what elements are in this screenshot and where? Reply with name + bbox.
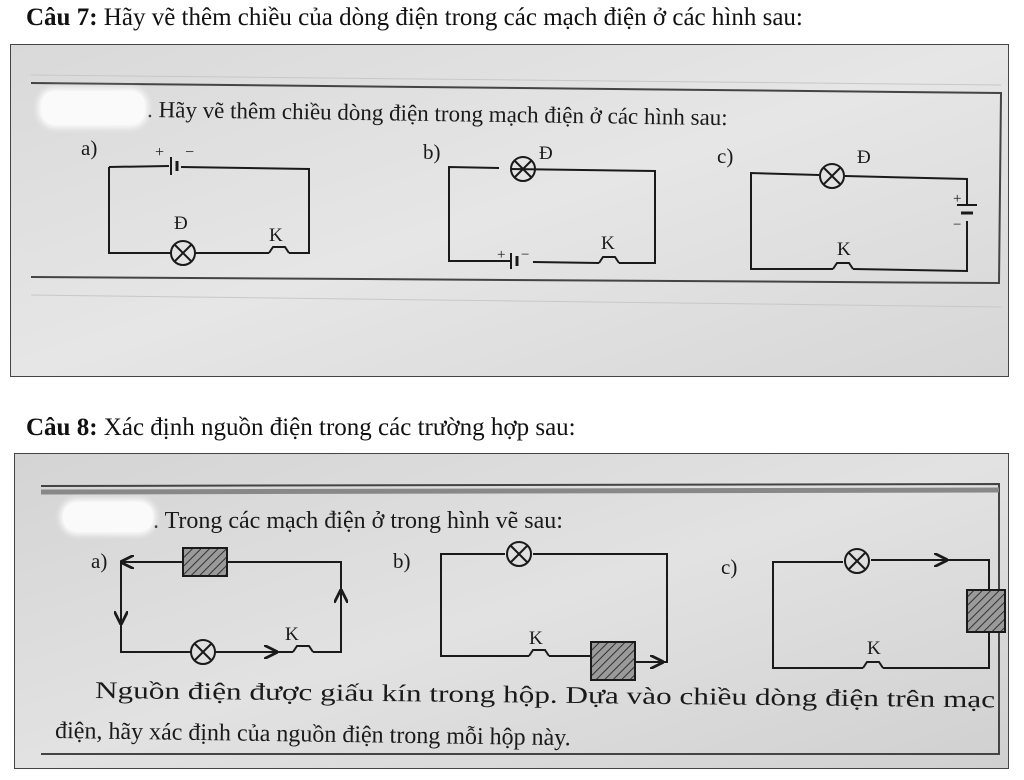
q7-photo-title: . Hãy vẽ thêm chiều dòng điện trong mạch điện ở các hình sau:	[146, 97, 728, 131]
question-8-photo-svg	[15, 454, 1008, 768]
question-7-text: Hãy vẽ thêm chiều của dòng điện trong các mạch điện ở các hình sau:	[97, 4, 803, 31]
q8-b-hidden-box	[591, 642, 635, 680]
question-7-photo-svg	[11, 45, 1008, 376]
q7-a-minus: −	[185, 144, 195, 161]
q8-label-c: c)	[721, 555, 738, 579]
question-8-label: Câu 8:	[26, 414, 98, 441]
q7-b-plus: +	[497, 247, 506, 263]
q8-a-switch-label: K	[285, 624, 299, 645]
q7-a-plus: +	[155, 144, 165, 161]
redaction-patch	[41, 91, 145, 125]
q7-c-minus: −	[953, 217, 962, 233]
paper-background	[11, 45, 1008, 376]
q8-caption-line2: điện, hãy xác định của nguồn điện trong mỗi hộp này.	[54, 718, 571, 752]
question-8-heading	[26, 414, 576, 442]
q8-caption-line1: Nguồn điện được giấu kín trong hộp. Dựa vào chiều dòng điện trên mạc	[94, 678, 788, 712]
q7-c-lamp-label: Đ	[857, 147, 871, 168]
question-8-photo	[14, 453, 1009, 769]
q8-label-a: a)	[91, 549, 108, 573]
q7-a-lamp-label: Đ	[174, 213, 188, 234]
q7-b-switch-label: K	[601, 233, 615, 254]
q7-c-switch-label: K	[837, 239, 851, 260]
q7-label-a: a)	[81, 136, 98, 160]
q8-b-switch-label: K	[529, 628, 543, 649]
q7-a-switch-label: K	[269, 225, 283, 246]
question-7-photo	[10, 44, 1009, 377]
q8-a-hidden-box	[183, 548, 227, 576]
q7-b-lamp-label: Đ	[539, 143, 553, 164]
q7-label-c: c)	[717, 144, 734, 168]
photo-top-bar	[41, 490, 999, 492]
redaction-patch-2	[63, 502, 153, 532]
q8-c-switch-label: K	[867, 638, 881, 659]
question-8-text: Xác định nguồn điện trong các trường hợp sau:	[97, 414, 576, 441]
q7-label-b: b)	[423, 140, 441, 164]
q7-c-plus: +	[953, 191, 962, 207]
q7-b-minus: −	[521, 247, 530, 263]
q8-photo-title: . Trong các mạch điện ở trong hình vẽ sau:	[153, 508, 563, 534]
question-7-heading	[26, 4, 803, 32]
q8-c-hidden-box	[967, 590, 1005, 632]
question-7-label: Câu 7:	[26, 4, 98, 31]
q8-label-b: b)	[393, 549, 411, 573]
